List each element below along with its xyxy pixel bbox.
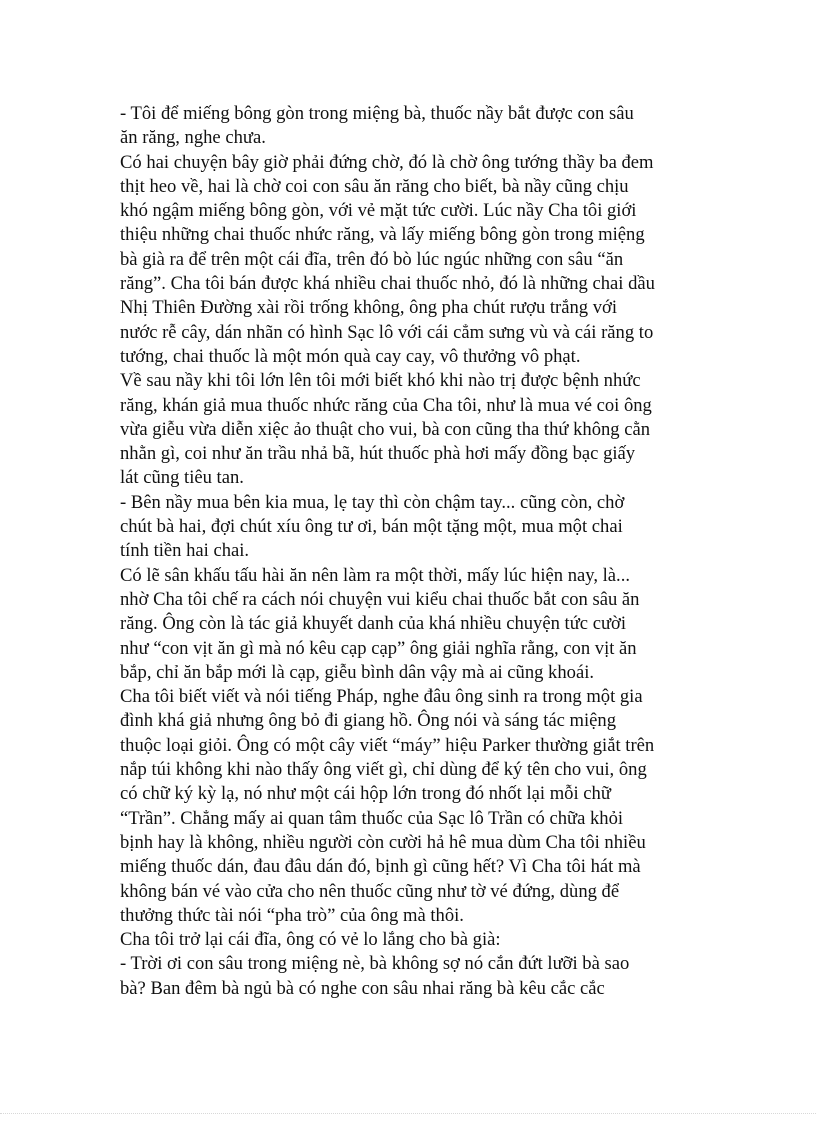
text-line: đình khá giả nhưng ông bỏ đi giang hồ. Ông nói và sáng tác miệng	[120, 710, 617, 732]
text-line: Về sau nầy khi tôi lớn lên tôi mới biết khó khi nào trị được bệnh nhức	[120, 370, 641, 392]
text-line: thiệu những chai thuốc nhức răng, và lấy miếng bông gòn trong miệng	[120, 224, 645, 246]
text-line: răng. Ông còn là tác giả khuyết danh của khá nhiều chuyện tức cười	[120, 613, 627, 635]
text-line: nước rễ cây, dán nhãn có hình Sạc lô với cái cẳm sưng vù và cái răng to	[120, 321, 654, 343]
text-line: tính tiền hai chai.	[120, 540, 250, 562]
text-line: ăn răng, nghe chưa.	[120, 127, 266, 149]
text-line: Có lẽ sân khấu tấu hài ăn nên làm ra một thời, mấy lúc hiện nay, là...	[120, 564, 631, 586]
text-line: nhờ Cha tôi chế ra cách nói chuyện vui kiểu chai thuốc bắt con sâu ăn	[120, 588, 640, 610]
text-line: miếng thuốc dán, đau đâu dán đó, bịnh gì cũng hết? Vì Cha tôi hát mà	[120, 856, 641, 878]
body-text	[120, 102, 700, 1001]
text-line: răng, khán giả mua thuốc nhức răng của Cha tôi, như là mua vé coi ông	[120, 394, 652, 416]
text-line: chút bà hai, đợi chút xíu ông tư ơi, bán một tặng một, mua một chai	[120, 516, 623, 538]
text-line: Cha tôi biết viết và nói tiếng Pháp, nghe đâu ông sinh ra trong một gia	[120, 686, 643, 708]
text-line: - Bên nầy mua bên kia mua, lẹ tay thì còn chậm tay... cũng còn, chờ	[120, 491, 625, 513]
text-line: bịnh hay là không, nhiều người còn cười hả hê mua dùm Cha tôi nhiều	[120, 831, 646, 853]
text-line: Cha tôi trở lại cái đĩa, ông có vẻ lo lắng cho bà già:	[120, 929, 501, 951]
text-line: thưởng thức tài nói “pha trò” của ông mà thôi.	[120, 904, 464, 926]
text-line: bà già ra để trên một cái đĩa, trên đó bò lúc ngúc những con sâu “ăn	[120, 248, 624, 270]
text-line: nhằn gì, coi như ăn trầu nhả bã, hút thuốc phà hơi mấy đồng bạc giấy	[120, 443, 636, 465]
text-line: bà? Ban đêm bà ngủ bà có nghe con sâu nhai răng bà kêu cắc cắc	[120, 977, 605, 999]
text-line: khó ngậm miếng bông gòn, với vẻ mặt tức cười. Lúc nầy Cha tôi giới	[120, 200, 637, 222]
page-bottom-divider	[0, 1113, 816, 1114]
text-line: - Tôi để miếng bông gòn trong miệng bà, thuốc nầy bắt được con sâu	[120, 103, 634, 124]
text-line: thịt heo về, hai là chờ coi con sâu ăn răng cho biết, bà nầy cũng chịu	[120, 175, 629, 197]
text-line: - Trời ơi con sâu trong miệng nè, bà không sợ nó cắn đứt lưỡi bà sao	[120, 953, 630, 975]
text-line: Có hai chuyện bây giờ phải đứng chờ, đó là chờ ông tướng thầy ba đem	[120, 151, 654, 173]
text-line: như “con vịt ăn gì mà nó kêu cạp cạp” ông giải nghĩa rằng, con vịt ăn	[120, 637, 637, 659]
text-line: có chữ ký kỳ lạ, nó như một cái hộp lớn trong đó nhốt lại mỗi chữ	[120, 783, 611, 805]
text-line: “Trần”. Chẳng mấy ai quan tâm thuốc của Sạc lô Trần có chữa khỏi	[120, 807, 624, 829]
text-line: lát cũng tiêu tan.	[120, 467, 244, 489]
text-line: không bán vé vào cửa cho nên thuốc cũng như tờ vé đứng, dùng để	[120, 880, 620, 902]
text-line: nắp túi không khi nào thấy ông viết gì, chỉ dùng để ký tên cho vui, ông	[120, 759, 647, 781]
text-line: bắp, chỉ ăn bắp mới là cạp, giễu bình dân vậy mà ai cũng khoái.	[120, 661, 595, 683]
text-line: vừa giễu vừa diễn xiệc ảo thuật cho vui, bà con cũng tha thứ không cằn	[120, 418, 651, 440]
text-line: răng”. Cha tôi bán được khá nhiều chai thuốc nhỏ, đó là những chai dầu	[120, 273, 655, 295]
text-line: tướng, chai thuốc là một món quà cay cay, vô thưởng vô phạt.	[120, 345, 581, 367]
text-line: Nhị Thiên Đường xài rồi trống không, ông pha chút rượu trắng với	[120, 297, 618, 319]
text-line: thuộc loại giỏi. Ông có một cây viết “máy” hiệu Parker thường giắt trên	[120, 734, 655, 756]
